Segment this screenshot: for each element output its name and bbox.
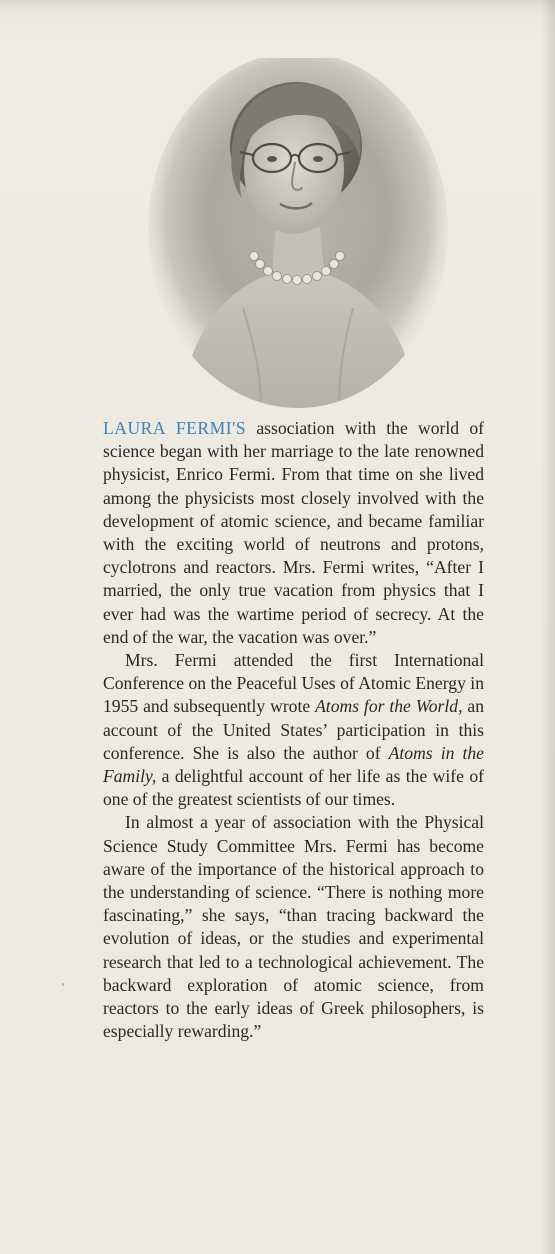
bio-paragraph-3: In almost a year of association with the Physical Science Study Committee Mrs. Fermi has become aware of the importance of the historical approach to the understanding of science. “There is nothing more fascinating,” she says, “than tracing backward the evolution of ideas, or the studies and experimental research that led to a technological achievement. The backward exploration of atomic science, from reactors to the early ideas of Greek philosophers, is especially rewarding.” bbox=[103, 812, 484, 1042]
author-name: LAURA FERMI'S bbox=[103, 418, 247, 438]
bio-paragraph-2-text-b: an account of the United States’ participation in this conference. She is also the author of bbox=[103, 696, 484, 763]
bio-paragraph-2-text-a: Mrs. Fermi attended the first International Conference on the Peaceful Uses of Atomic Energy in 1955 and subsequently wrote bbox=[103, 650, 484, 717]
bio-paragraph-1-text: association with the world of science began with her marriage to the late renowned physicist, Enrico Fermi. From that time on she lived among the physicists most closely involved with the development of atomic science, and became familiar with the exciting world of neutrons and protons, cyclotrons and reactors. Mrs. Fermi writes, “After I married, the only true vacation from physics that I ever had was the wartime period of secrecy. At the end of the war, the vacation was over.” bbox=[103, 418, 484, 647]
book-title-atoms-for-the-world: Atoms for the World, bbox=[315, 696, 463, 717]
paper-speck bbox=[62, 983, 64, 986]
book-title-atoms-in-the-family: Atoms in the Family, bbox=[103, 742, 484, 787]
bio-paragraph-2-text-c: a delightful account of her life as the wife of one of the greatest scientists of our times. bbox=[103, 766, 484, 810]
page-edge-shadow bbox=[541, 0, 555, 1254]
bio-paragraph-2 bbox=[103, 649, 484, 811]
bio-paragraph-1 bbox=[103, 417, 484, 649]
author-biography bbox=[103, 417, 484, 1043]
author-portrait bbox=[148, 58, 448, 408]
